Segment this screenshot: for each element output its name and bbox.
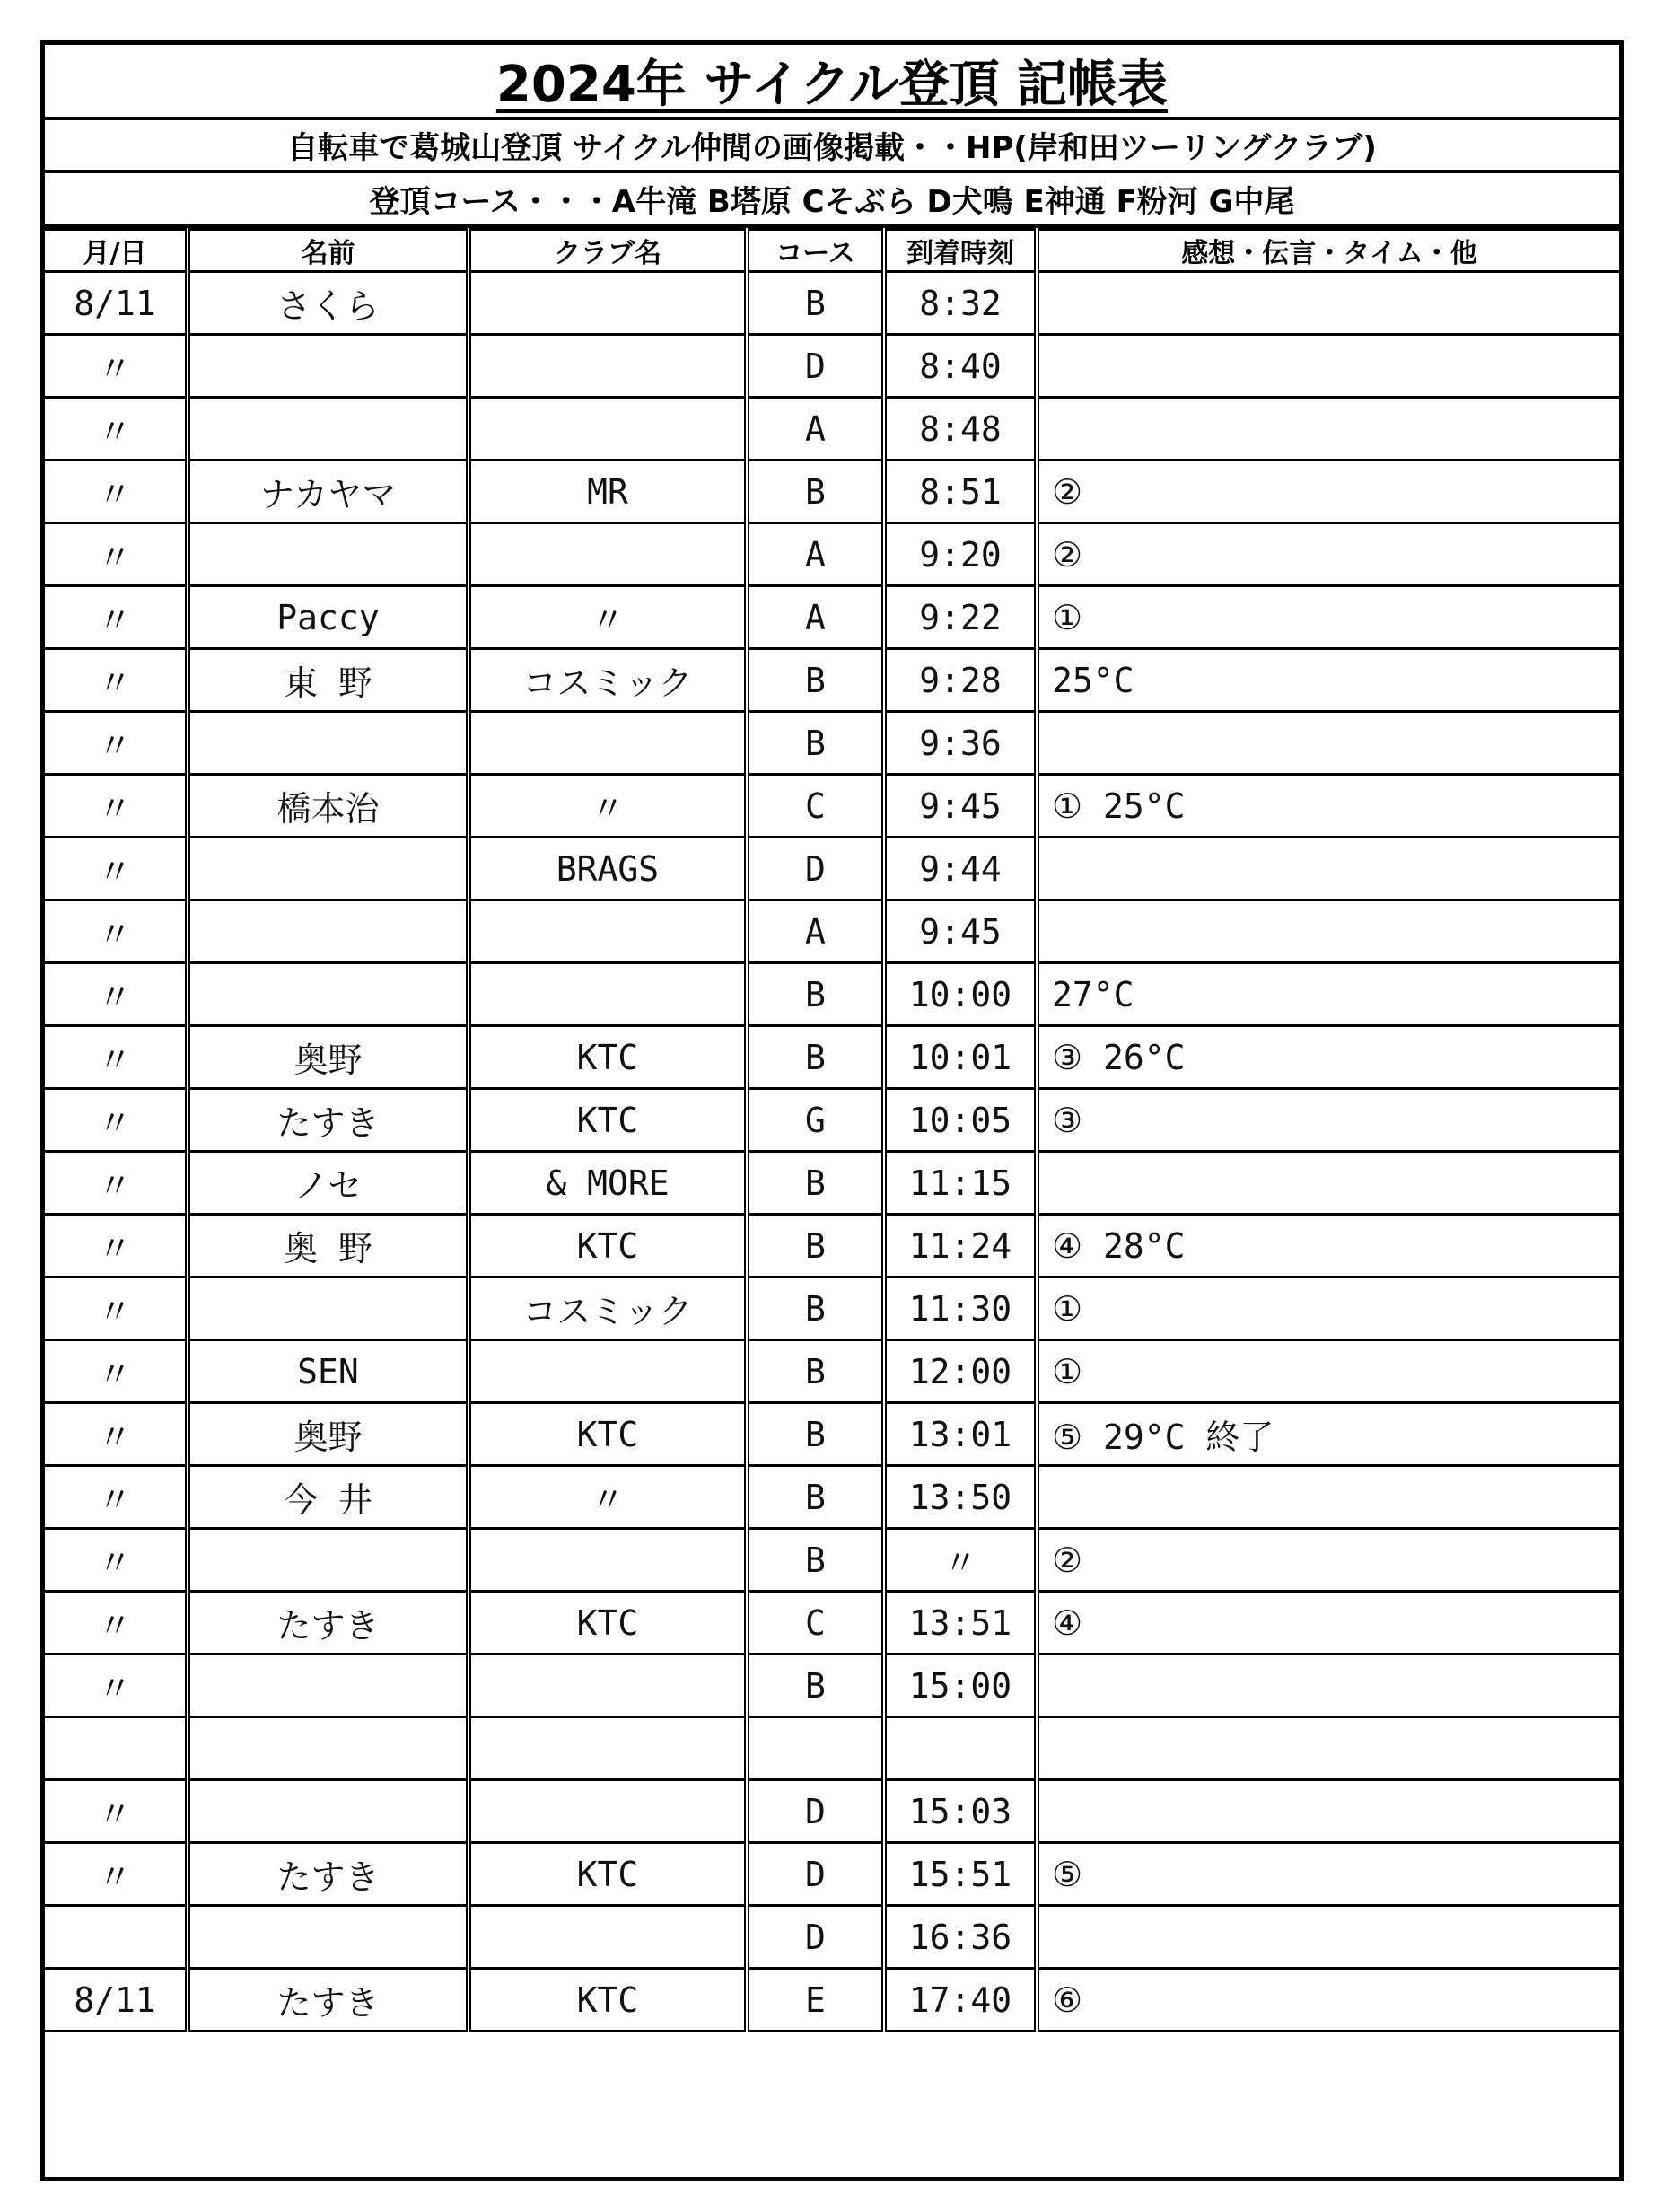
cell-date: 〃 xyxy=(45,1466,188,1529)
cell-club: コスミック xyxy=(469,649,747,712)
cell-course: B xyxy=(747,649,884,712)
table-row xyxy=(45,1152,1619,1215)
cell-course xyxy=(747,1717,884,1780)
cell-name: さくら xyxy=(188,272,469,335)
cell-course: B xyxy=(747,1340,884,1403)
cell-club: KTC xyxy=(469,1403,747,1466)
cell-course: B xyxy=(747,1529,884,1592)
cell-time: 9:22 xyxy=(884,586,1037,649)
cell-time: 9:45 xyxy=(884,900,1037,963)
cell-club: KTC xyxy=(469,1843,747,1906)
table-row xyxy=(45,1403,1619,1466)
cell-name xyxy=(188,838,469,900)
cell-time: 11:24 xyxy=(884,1215,1037,1277)
cell-date: 〃 xyxy=(45,1152,188,1215)
cell-club xyxy=(469,1780,747,1843)
cell-date: 〃 xyxy=(45,712,188,775)
cell-club xyxy=(469,1655,747,1717)
cell-time: 9:20 xyxy=(884,523,1037,586)
cell-name xyxy=(188,1717,469,1780)
cell-name xyxy=(188,335,469,398)
cell-course: C xyxy=(747,775,884,838)
table-row xyxy=(45,1780,1619,1843)
cell-name: たすき xyxy=(188,1089,469,1152)
cell-name: 奥 野 xyxy=(188,1215,469,1277)
table-row xyxy=(45,900,1619,963)
cell-note: ② xyxy=(1037,1529,1619,1592)
cell-course: B xyxy=(747,712,884,775)
cell-note xyxy=(1037,1717,1619,1780)
cell-club xyxy=(469,1529,747,1592)
cell-time: 13:01 xyxy=(884,1403,1037,1466)
table-row xyxy=(45,523,1619,586)
cell-course: D xyxy=(747,335,884,398)
cell-course: B xyxy=(747,1152,884,1215)
cell-date: 〃 xyxy=(45,900,188,963)
table-row xyxy=(45,1215,1619,1277)
cell-club: KTC xyxy=(469,1089,747,1152)
cell-time: 10:01 xyxy=(884,1026,1037,1089)
table-row xyxy=(45,775,1619,838)
cell-club: 〃 xyxy=(469,775,747,838)
cell-date: 〃 xyxy=(45,1843,188,1906)
cell-name: 奥野 xyxy=(188,1026,469,1089)
cell-note: 25°C xyxy=(1037,649,1619,712)
table-row xyxy=(45,1592,1619,1655)
cell-note: ② xyxy=(1037,523,1619,586)
cell-time: 10:05 xyxy=(884,1089,1037,1152)
cell-time: 8:40 xyxy=(884,335,1037,398)
cell-time: 9:36 xyxy=(884,712,1037,775)
cell-club: コスミック xyxy=(469,1277,747,1340)
cell-date xyxy=(45,1717,188,1780)
cell-club xyxy=(469,1340,747,1403)
cell-time: 12:00 xyxy=(884,1340,1037,1403)
header-time: 到着時刻 xyxy=(884,230,1037,272)
log-sheet xyxy=(40,40,1624,2181)
cell-date: 〃 xyxy=(45,398,188,461)
cell-time: 16:36 xyxy=(884,1906,1037,1969)
cell-course: B xyxy=(747,963,884,1026)
table-row xyxy=(45,1717,1619,1780)
cell-time: 10:00 xyxy=(884,963,1037,1026)
cell-note: ④ xyxy=(1037,1592,1619,1655)
cell-date: 〃 xyxy=(45,523,188,586)
table-row xyxy=(45,649,1619,712)
cell-name: たすき xyxy=(188,1843,469,1906)
cell-name xyxy=(188,1529,469,1592)
cell-course: D xyxy=(747,1906,884,1969)
cell-note xyxy=(1037,272,1619,335)
cell-course: A xyxy=(747,586,884,649)
cell-note: ① xyxy=(1037,1277,1619,1340)
cell-name xyxy=(188,398,469,461)
cell-note xyxy=(1037,838,1619,900)
cell-time: 15:51 xyxy=(884,1843,1037,1906)
cell-note: ② xyxy=(1037,461,1619,523)
cell-date xyxy=(45,1906,188,1969)
cell-time: 13:51 xyxy=(884,1592,1037,1655)
table-row xyxy=(45,712,1619,775)
cell-club: 〃 xyxy=(469,1466,747,1529)
cell-note xyxy=(1037,1906,1619,1969)
cell-club xyxy=(469,963,747,1026)
cell-note: ③ xyxy=(1037,1089,1619,1152)
cell-date: 〃 xyxy=(45,1655,188,1717)
cell-club xyxy=(469,1717,747,1780)
cell-date: 〃 xyxy=(45,1340,188,1403)
cell-course: B xyxy=(747,461,884,523)
cell-time: 11:15 xyxy=(884,1152,1037,1215)
cell-time: 11:30 xyxy=(884,1277,1037,1340)
cell-name: たすき xyxy=(188,1969,469,2032)
table-body xyxy=(45,272,1619,2032)
cell-date: 〃 xyxy=(45,586,188,649)
cell-course: D xyxy=(747,1780,884,1843)
cell-name: 橋本治 xyxy=(188,775,469,838)
header-name: 名前 xyxy=(188,230,469,272)
cell-name: 今 井 xyxy=(188,1466,469,1529)
cell-date: 〃 xyxy=(45,838,188,900)
cell-club xyxy=(469,335,747,398)
cell-name: SEN xyxy=(188,1340,469,1403)
cell-note xyxy=(1037,335,1619,398)
cell-date: 〃 xyxy=(45,775,188,838)
cell-note: ④ 28°C xyxy=(1037,1215,1619,1277)
cell-course: B xyxy=(747,1466,884,1529)
cell-name xyxy=(188,712,469,775)
table-row xyxy=(45,1843,1619,1906)
cell-date: 〃 xyxy=(45,1277,188,1340)
cell-course: A xyxy=(747,398,884,461)
cell-note xyxy=(1037,900,1619,963)
cell-note: ① xyxy=(1037,1340,1619,1403)
subtitle: 自転車で葛城山登頂 サイクル仲間の画像掲載・・HP(岸和田ツーリングクラブ) xyxy=(45,120,1619,173)
title-text: 2024年 サイクル登頂 記帳表 xyxy=(495,56,1169,114)
cell-name: ナカヤマ xyxy=(188,461,469,523)
table-row xyxy=(45,1906,1619,1969)
cell-note: ① xyxy=(1037,586,1619,649)
cell-time: 〃 xyxy=(884,1529,1037,1592)
cell-date: 〃 xyxy=(45,1089,188,1152)
cell-date: 〃 xyxy=(45,1026,188,1089)
header-note: 感想・伝言・タイム・他 xyxy=(1037,230,1619,272)
cell-name: たすき xyxy=(188,1592,469,1655)
cell-time: 15:03 xyxy=(884,1780,1037,1843)
cell-name xyxy=(188,963,469,1026)
cell-name xyxy=(188,1780,469,1843)
cell-time: 9:28 xyxy=(884,649,1037,712)
cell-name xyxy=(188,1906,469,1969)
cell-name xyxy=(188,1655,469,1717)
cell-course: B xyxy=(747,1403,884,1466)
cell-date: 〃 xyxy=(45,1529,188,1592)
table-row xyxy=(45,1026,1619,1089)
cell-club: KTC xyxy=(469,1215,747,1277)
cell-date: 〃 xyxy=(45,461,188,523)
table-row xyxy=(45,1277,1619,1340)
cell-date: 〃 xyxy=(45,1215,188,1277)
table-row xyxy=(45,461,1619,523)
cell-club: BRAGS xyxy=(469,838,747,900)
cell-note xyxy=(1037,398,1619,461)
cell-name xyxy=(188,1277,469,1340)
table-row xyxy=(45,1089,1619,1152)
cell-course: D xyxy=(747,1843,884,1906)
table-row xyxy=(45,272,1619,335)
cell-course: C xyxy=(747,1592,884,1655)
cell-date: 〃 xyxy=(45,1780,188,1843)
cell-club: & MORE xyxy=(469,1152,747,1215)
cell-course: E xyxy=(747,1969,884,2032)
cell-name: Paccy xyxy=(188,586,469,649)
cell-club xyxy=(469,1906,747,1969)
cell-club: 〃 xyxy=(469,586,747,649)
cell-club: KTC xyxy=(469,1026,747,1089)
cell-club xyxy=(469,398,747,461)
cell-time: 8:51 xyxy=(884,461,1037,523)
cell-time: 13:50 xyxy=(884,1466,1037,1529)
cell-date: 〃 xyxy=(45,963,188,1026)
cell-name xyxy=(188,900,469,963)
cell-time: 8:48 xyxy=(884,398,1037,461)
cell-note: ⑥ xyxy=(1037,1969,1619,2032)
header-club: クラブ名 xyxy=(469,230,747,272)
cell-name: 東 野 xyxy=(188,649,469,712)
cell-note: ① 25°C xyxy=(1037,775,1619,838)
cell-time: 9:44 xyxy=(884,838,1037,900)
cell-date: 〃 xyxy=(45,649,188,712)
header-date: 月/日 xyxy=(45,230,188,272)
cell-course: B xyxy=(747,272,884,335)
cell-course: A xyxy=(747,900,884,963)
cell-name: ノセ xyxy=(188,1152,469,1215)
cell-course: B xyxy=(747,1277,884,1340)
cell-time: 9:45 xyxy=(884,775,1037,838)
cell-course: B xyxy=(747,1215,884,1277)
table-header xyxy=(45,230,1619,272)
cell-name xyxy=(188,523,469,586)
cell-date: 〃 xyxy=(45,1592,188,1655)
cell-time: 8:32 xyxy=(884,272,1037,335)
table-row xyxy=(45,1466,1619,1529)
cell-course: D xyxy=(747,838,884,900)
cell-club: KTC xyxy=(469,1592,747,1655)
cell-time xyxy=(884,1717,1037,1780)
log-table xyxy=(45,228,1619,2032)
table-row xyxy=(45,838,1619,900)
cell-club xyxy=(469,900,747,963)
cell-note xyxy=(1037,712,1619,775)
cell-course: B xyxy=(747,1026,884,1089)
cell-club: KTC xyxy=(469,1969,747,2032)
page-title xyxy=(45,45,1619,120)
table-row xyxy=(45,398,1619,461)
cell-note xyxy=(1037,1655,1619,1717)
cell-note: ⑤ 29°C 終了 xyxy=(1037,1403,1619,1466)
course-legend: 登頂コース・・・A牛滝 B塔原 Cそぶら D犬鳴 E神通 F粉河 G中尾 xyxy=(45,173,1619,228)
table-row xyxy=(45,1969,1619,2032)
cell-note xyxy=(1037,1466,1619,1529)
table-row xyxy=(45,1529,1619,1592)
header-course: コース xyxy=(747,230,884,272)
cell-club xyxy=(469,272,747,335)
cell-note: 27°C xyxy=(1037,963,1619,1026)
table-row xyxy=(45,1655,1619,1717)
cell-course: G xyxy=(747,1089,884,1152)
cell-course: A xyxy=(747,523,884,586)
cell-club xyxy=(469,523,747,586)
cell-time: 17:40 xyxy=(884,1969,1037,2032)
cell-date: 〃 xyxy=(45,335,188,398)
cell-note: ⑤ xyxy=(1037,1843,1619,1906)
cell-club xyxy=(469,712,747,775)
cell-date: 8/11 xyxy=(45,272,188,335)
cell-time: 15:00 xyxy=(884,1655,1037,1717)
cell-name: 奥野 xyxy=(188,1403,469,1466)
cell-note: ③ 26°C xyxy=(1037,1026,1619,1089)
table-row xyxy=(45,586,1619,649)
cell-note xyxy=(1037,1152,1619,1215)
cell-course: B xyxy=(747,1655,884,1717)
table-row xyxy=(45,335,1619,398)
cell-note xyxy=(1037,1780,1619,1843)
cell-date: 〃 xyxy=(45,1403,188,1466)
table-row xyxy=(45,1340,1619,1403)
table-row xyxy=(45,963,1619,1026)
cell-club: MR xyxy=(469,461,747,523)
cell-date: 8/11 xyxy=(45,1969,188,2032)
